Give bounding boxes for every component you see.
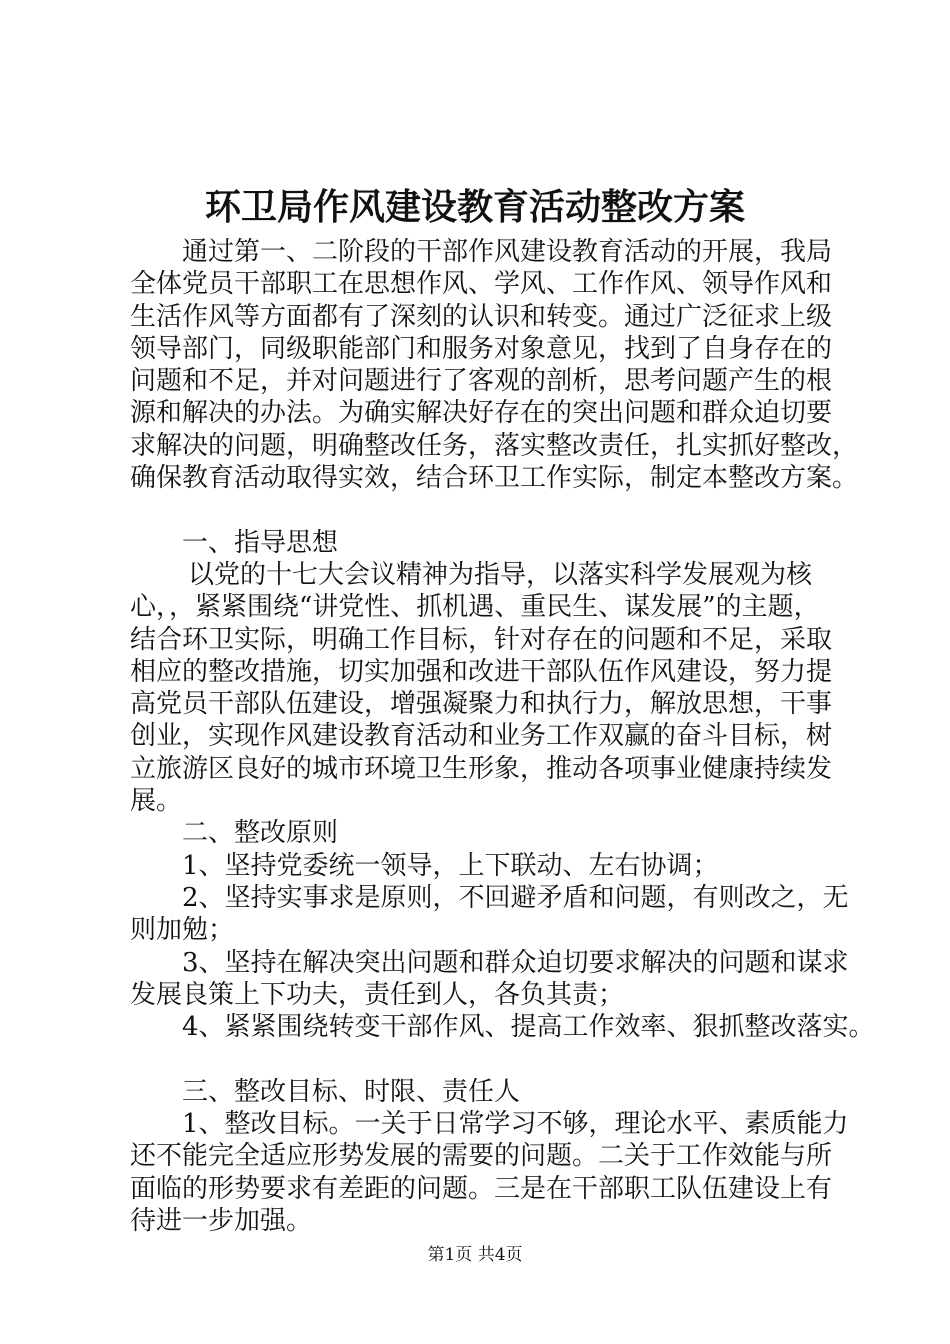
paragraph-line: 结合环卫实际，明确工作目标，针对存在的问题和不足，采取 <box>130 624 833 655</box>
paragraph-line: 以党的十七大会议精神为指导，以落实科学发展观为核 <box>188 559 813 590</box>
paragraph-line: 源和解决的办法。为确实解决好存在的突出问题和群众迫切要 <box>130 398 833 429</box>
section-heading: 三、整改目标、时限、责任人 <box>182 1076 521 1107</box>
paragraph-line: 领导部门，同级职能部门和服务对象意见，找到了自身存在的 <box>130 333 833 364</box>
document-title: 环卫局作风建设教育活动整改方案 <box>204 186 745 228</box>
list-item: 2、坚持实事求是原则，不回避矛盾和问题，有则改之，无 <box>182 882 849 913</box>
paragraph-line: 面临的形势要求有差距的问题。三是在干部职工队伍建设上有 <box>130 1173 833 1204</box>
blank-line <box>130 1043 860 1075</box>
paragraph-line: 立旅游区良好的城市环境卫生形象，推动各项事业健康持续发 <box>130 753 833 784</box>
paragraph-line: 生活作风等方面都有了深刻的认识和转变。通过广泛征求上级 <box>130 301 833 332</box>
blank-line <box>130 494 860 526</box>
paragraph-line: 则加勉； <box>130 915 235 946</box>
paragraph-line: 待进一步加强。 <box>130 1205 313 1236</box>
page-number: 第1页 共4页 <box>427 1245 523 1265</box>
section-heading: 二、整改原则 <box>182 818 339 849</box>
section-heading: 一、指导思想 <box>182 527 339 558</box>
list-item: 3、坚持在解决突出问题和群众迫切要求解决的问题和谋求 <box>182 947 849 978</box>
paragraph-line: 问题和不足，并对问题进行了客观的剖析，思考问题产生的根 <box>130 366 833 397</box>
list-item: 4、紧紧围绕转变干部作风、提高工作效率、狠抓整改落实。 <box>182 1012 875 1043</box>
document-body <box>130 236 875 1237</box>
list-item: 1、坚持党委统一领导，上下联动、左右协调； <box>182 850 719 881</box>
paragraph-line: 高党员干部队伍建设，增强凝聚力和执行力，解放思想，干事 <box>130 689 833 720</box>
paragraph-line: 通过第一、二阶段的干部作风建设教育活动的开展，我局 <box>182 237 833 267</box>
paragraph-line: 发展良策上下功夫，责任到人，各负其责； <box>130 979 625 1010</box>
paragraph-line: 心，，紧紧围绕“讲党性、抓机遇、重民生、谋发展”的主题， <box>130 592 820 623</box>
paragraph-line: 展。 <box>130 786 183 817</box>
paragraph-line: 还不能完全适应形势发展的需要的问题。二关于工作效能与所 <box>130 1141 833 1172</box>
paragraph-line: 确保教育活动取得实效，结合环卫工作实际，制定本整改方案。 <box>130 463 859 494</box>
paragraph-line: 全体党员干部职工在思想作风、学风、工作作风、领导作风和 <box>130 269 833 300</box>
paragraph-line: 相应的整改措施，切实加强和改进干部队伍作风建设，努力提 <box>130 656 833 687</box>
paragraph-line: 1、整改目标。一关于日常学习不够，理论水平、素质能力 <box>182 1109 849 1140</box>
paragraph-line: 求解决的问题，明确整改任务，落实整改责任，扎实抓好整改， <box>130 430 859 461</box>
paragraph-line: 创业，实现作风建设教育活动和业务工作双赢的奋斗目标，树 <box>130 721 833 752</box>
